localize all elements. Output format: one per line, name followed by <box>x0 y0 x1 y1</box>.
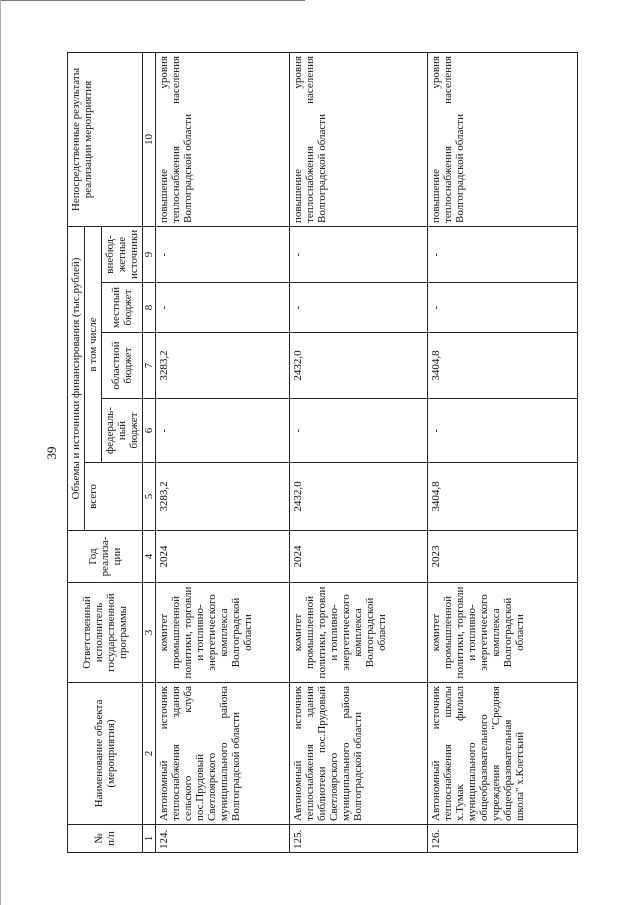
header-regional: областной бюджет <box>102 332 143 398</box>
row-object-name: Автономный источник теплоснабжения здания сельского клуба пос.Прудовый Светлоярского муниципального района Волгоградской области <box>156 682 290 824</box>
column-number-row <box>143 52 156 852</box>
row-total: 2432,0 <box>290 462 428 530</box>
row-total: 3404,8 <box>428 462 578 530</box>
row-num: 125. <box>290 824 428 852</box>
table-row <box>428 52 578 852</box>
row-executor: комитет промышленной политики, торговли и топливно-энергетического комплекса Волгоградской области <box>290 582 428 682</box>
column-number: 8 <box>143 282 156 332</box>
row-num: 124. <box>156 824 290 852</box>
program-table <box>67 51 578 852</box>
row-result: повышение уровня теплоснабжения населения Волгоградской области <box>290 52 428 226</box>
top-edge-rule <box>0 0 305 1</box>
table-row <box>290 52 428 852</box>
row-total: 3283,2 <box>156 462 290 530</box>
rotated-page <box>40 53 600 853</box>
header-name: Наименование объекта (мероприятия) <box>68 682 143 824</box>
row-local: - <box>156 282 290 332</box>
header-result: Непосредственные результаты реализации мероприятия <box>68 52 143 226</box>
row-extra: - <box>428 226 578 282</box>
row-federal: - <box>290 398 428 462</box>
header-finance: Объемы и источники финансирования (тыс.рублей) <box>68 226 85 530</box>
row-year: 2023 <box>428 530 578 582</box>
row-year: 2024 <box>156 530 290 582</box>
header-year: Год реализа-ции <box>68 530 143 582</box>
row-result: повышение уровня теплоснабжения населения Волгоградской области <box>156 52 290 226</box>
header-row-1 <box>68 52 85 852</box>
header-total: всего <box>85 462 143 530</box>
row-num: 126. <box>428 824 578 852</box>
column-number: 3 <box>143 582 156 682</box>
header-including: в том числе <box>85 226 102 462</box>
row-extra: - <box>156 226 290 282</box>
column-number: 5 <box>143 462 156 530</box>
row-federal: - <box>428 398 578 462</box>
header-federal: федераль-ный бюджет <box>102 398 143 462</box>
row-object-name: Автономный источник теплоснабжения здания библиотеки пос.Прудовый Светлоярского муниципального района Волгоградской области <box>290 682 428 824</box>
column-number: 4 <box>143 530 156 582</box>
column-number: 7 <box>143 332 156 398</box>
row-regional: 3404,8 <box>428 332 578 398</box>
row-object-name: Автономный источник теплоснабжения школы х.Тумак филиал муниципального общеобразовательного учреждения "Средняя общеобразовательная школа" х.Клетский <box>428 682 578 824</box>
table-row <box>156 52 290 852</box>
header-executor: Ответственный исполнитель государственной программы <box>68 582 143 682</box>
row-local: - <box>290 282 428 332</box>
column-number: 6 <box>143 398 156 462</box>
column-number: 9 <box>143 226 156 282</box>
header-extra: внебюд-жетные источники <box>102 226 143 282</box>
row-regional: 3283,2 <box>156 332 290 398</box>
header-num: № п/п <box>68 824 143 852</box>
row-executor: комитет промышленной политики, торговли и топливно-энергетического комплекса Волгоградской области <box>428 582 578 682</box>
row-executor: комитет промышленной политики, торговли и топливно-энергетического комплекса Волгоградской области <box>156 582 290 682</box>
page-number: 39 <box>44 446 59 459</box>
row-result: повышение уровня теплоснабжения населения Волгоградской области <box>428 52 578 226</box>
column-number: 10 <box>143 52 156 226</box>
left-edge-rule <box>0 0 1 905</box>
header-local: местный бюджет <box>102 282 143 332</box>
column-number: 2 <box>143 682 156 824</box>
row-year: 2024 <box>290 530 428 582</box>
column-number: 1 <box>143 824 156 852</box>
row-regional: 2432,0 <box>290 332 428 398</box>
row-local: - <box>428 282 578 332</box>
row-federal: - <box>156 398 290 462</box>
row-extra: - <box>290 226 428 282</box>
